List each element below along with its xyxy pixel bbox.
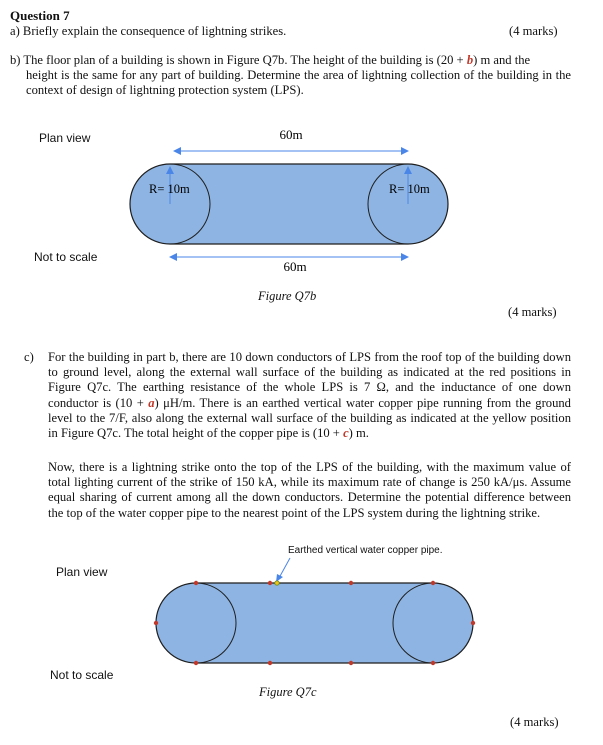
part-c-p1-c: ) m. xyxy=(348,426,369,441)
down-conductor xyxy=(349,661,353,665)
right-radius-label: R= 10m xyxy=(389,182,430,196)
pipe-leader-line xyxy=(279,558,290,578)
down-conductor xyxy=(431,581,435,585)
down-conductor xyxy=(194,581,198,585)
down-conductor xyxy=(268,581,272,585)
part-c-paragraph-2: Now, there is a lightning strike onto the top of the LPS of the building, with the maximum value of total lighting current of the strike of 150 kA, while its maximum rate of change is 250 kA/μs. Assume equal sharing of current among all the down conductors. Determine the potential difference between the top of the water copper pipe to the nearest point of the LPS system during the lightning strike. xyxy=(48,460,571,520)
part-b-line1 xyxy=(10,53,571,68)
down-conductor xyxy=(349,581,353,585)
fig-c-plan-label: Plan view xyxy=(56,565,108,579)
down-conductor xyxy=(194,661,198,665)
down-conductor xyxy=(154,621,158,625)
part-a-text: a) Briefly explain the consequence of lightning strikes. xyxy=(10,24,287,38)
fig-c-scale-label: Not to scale xyxy=(50,668,114,682)
fig-c-caption: Figure Q7c xyxy=(259,685,317,699)
down-conductor xyxy=(471,621,475,625)
var-c: c xyxy=(343,426,349,441)
building-outline xyxy=(130,164,448,244)
part-b-line1-pre: b) The floor plan of a building is shown in Figure Q7b. The height of the building is (20 + xyxy=(10,53,467,67)
water-pipe-marker xyxy=(275,581,279,585)
part-a-marks: (4 marks) xyxy=(509,24,558,38)
part-b-rest: height is the same for any part of building. Determine the area of lightning collection of the building in the context of design of lightning protection system (LPS). xyxy=(26,68,571,98)
var-a: a xyxy=(148,395,155,410)
left-radius-label: R= 10m xyxy=(149,182,190,196)
down-conductor xyxy=(431,661,435,665)
pipe-label: Earthed vertical water copper pipe. xyxy=(288,545,443,556)
down-conductor xyxy=(268,661,272,665)
figure-q7b xyxy=(0,120,603,280)
part-c-label: c) xyxy=(24,350,34,364)
fig-b-scale-label: Not to scale xyxy=(34,250,98,264)
part-b-line1-post: ) m and the xyxy=(473,53,531,67)
part-c-p1-b: ) μH/m. There is an earthed vertical water copper pipe running from the ground level to the 7/F, also along the external wall surface of the building as indicated at the yellow position in Figure Q7c. The total height of the copper pipe is (10 + xyxy=(48,395,571,441)
top-dimension-label: 60m xyxy=(279,127,303,142)
var-b: b xyxy=(466,53,474,67)
question-title: Question 7 xyxy=(10,8,70,23)
bottom-dimension-label: 60m xyxy=(283,259,307,274)
fig-b-plan-label: Plan view xyxy=(39,131,91,145)
part-b-marks: (4 marks) xyxy=(508,305,557,319)
part-c-marks: (4 marks) xyxy=(510,715,559,729)
building-outline-c xyxy=(156,583,473,663)
figure-q7c xyxy=(0,550,603,670)
fig-b-caption: Figure Q7b xyxy=(258,289,317,303)
part-c-p1-a: For the building in part b, there are 10 down conductors of LPS from the roof top of the building down to ground level, along the external wall surface of the building as indicated at the red positions in Figure Q7c. The earthing resistance of the whole LPS is 7 Ω, and the inductance of one down conductor is (10 + xyxy=(48,350,571,410)
part-c-paragraph-1 xyxy=(48,350,571,441)
